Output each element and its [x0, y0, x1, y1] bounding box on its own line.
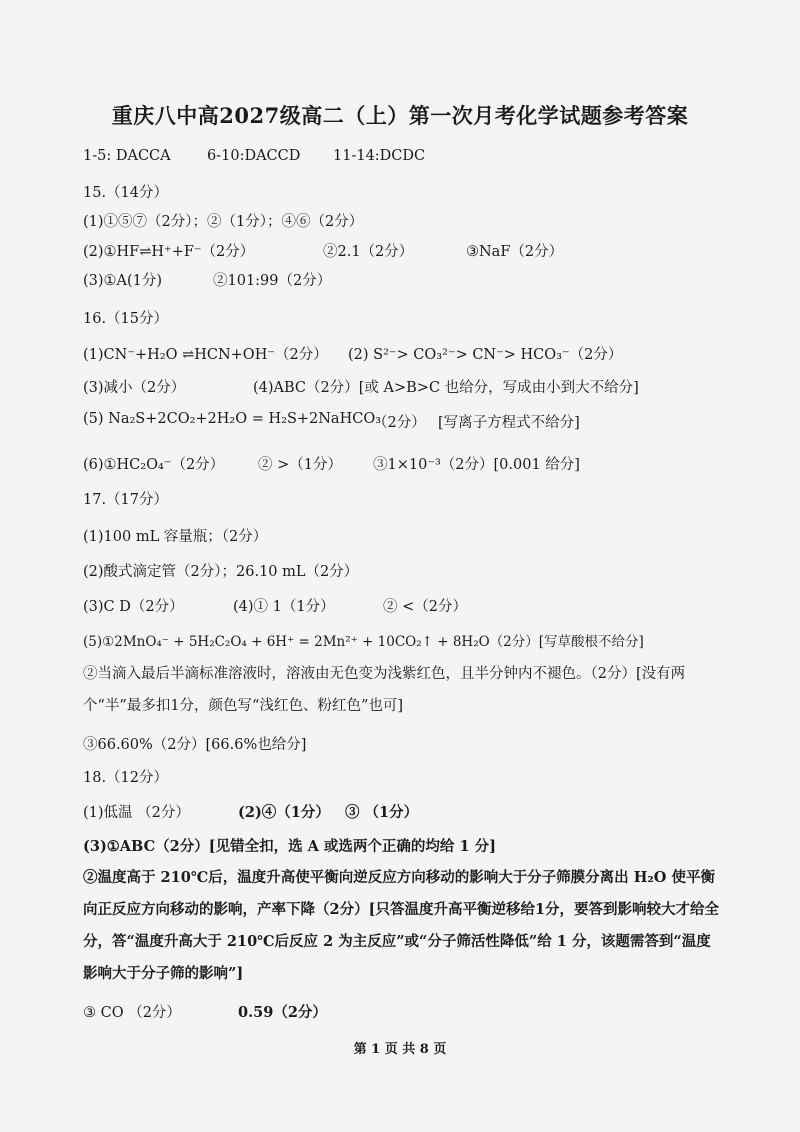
q17-part5: (5)①2MnO₄⁻ + 5H₂C₂O₄ + 6H⁺ = 2Mn²⁺ + 10CO₂↑ + 8H₂O（2分）[写草酸根不给分]: [83, 634, 644, 650]
q16-part3-c: [写离子方程式不给分]: [438, 415, 580, 431]
q18-part2-b: ③ （1分）: [345, 804, 419, 821]
q17-part3-a: (3)C D（2分）: [83, 599, 184, 615]
q16-part2-a: (3)减小（2分）: [83, 380, 186, 396]
q17-part3-b: (4)① 1（1分）: [233, 599, 335, 615]
mc-6-10: 6-10:DACCD: [207, 148, 301, 164]
q15-part2-3: ③NaF（2分）: [466, 244, 564, 260]
q18-part3-3-b: 0.59（2分）: [238, 1004, 327, 1021]
q17-heading: 17.（17分）: [83, 492, 169, 508]
q18-part2-a: (2)④（1分）: [238, 804, 330, 821]
mc-11-14: 11-14:DCDC: [333, 148, 426, 164]
q15-part2-2: ②2.1（2分）: [323, 244, 414, 260]
q18-heading: 18.（12分）: [83, 770, 169, 786]
q18-part3-3-a: ③ CO （2分）: [83, 1005, 181, 1021]
q16-part4-a: (6)①HC₂O₄⁻（2分）: [83, 457, 225, 473]
q15-part2-1: (2)①HF⇌H⁺+F⁻（2分）: [83, 244, 255, 260]
q16-heading: 16.（15分）: [83, 311, 169, 327]
q16-part2-b: (4)ABC（2分）[或 A>B>C 也给分，写成由小到大不给分]: [253, 380, 639, 396]
q17-part5-2: ②当滴入最后半滴标准溶液时，溶液由无色变为浅紫红色，且半分钟内不褪色。（2分）[没有两个“半”最多扣1分，颜色写“浅红色、粉红色”也可]: [83, 666, 686, 714]
q16-part4-c: ③1×10⁻³（2分）[0.001 给分]: [373, 457, 580, 473]
q16-part3-a: (5) Na₂S+2CO₂+2H₂O = H₂S+2NaHCO₃: [83, 411, 382, 427]
q18-part3-2: ②温度高于 210℃后，温度升高使平衡向逆反应方向移动的影响大于分子筛膜分离出 H₂O 使平衡向正反应方向移动的影响，产率下降（2分）[只答温度升高平衡逆移给1分，要答到影响较大才给全分，答“温度升高大于 210℃后反应 2 为主反应”或“分子筛活性降低”给 1 分，该题需答到“温度影响大于分子筛的影响”]: [83, 869, 720, 982]
page-title: 重庆八中高2027级高二（上）第一次月考化学试题参考答案: [111, 103, 689, 128]
q17-part3-c: ② <（2分）: [383, 599, 467, 615]
q16-part1-a: (1)CN⁻+H₂O ⇌HCN+OH⁻（2分）: [83, 347, 328, 363]
q15-part3-1: (3)①A(1分): [83, 273, 163, 289]
page-footer: 第 1 页 共 8 页: [353, 1042, 447, 1057]
q17-part5-3: ③66.60%（2分）[66.6%也给分]: [83, 737, 307, 753]
q18-part1-a: (1)低温 （2分）: [83, 805, 190, 821]
q15-part1: (1)①⑤⑦（2分）；②（1分）；④⑥（2分）: [83, 214, 364, 230]
q16-part4-b: ② >（1分）: [258, 457, 342, 473]
mc-1-5: 1-5: DACCA: [83, 148, 171, 164]
q18-part3: (3)①ABC（2分）[见错全扣，选 A 或选两个正确的均给 1 分]: [83, 838, 496, 855]
q15-part3-2: ②101:99（2分）: [213, 273, 332, 289]
q15-heading: 15.（14分）: [83, 185, 169, 201]
q17-part2: (2)酸式滴定管（2分）；26.10 mL（2分）: [83, 564, 359, 580]
q17-part1: (1)100 mL 容量瓶；（2分）: [83, 529, 268, 545]
q16-part3-b: （2分）: [373, 415, 426, 431]
q16-part1-b: (2) S²⁻> CO₃²⁻> CN⁻> HCO₃⁻（2分）: [348, 347, 623, 363]
